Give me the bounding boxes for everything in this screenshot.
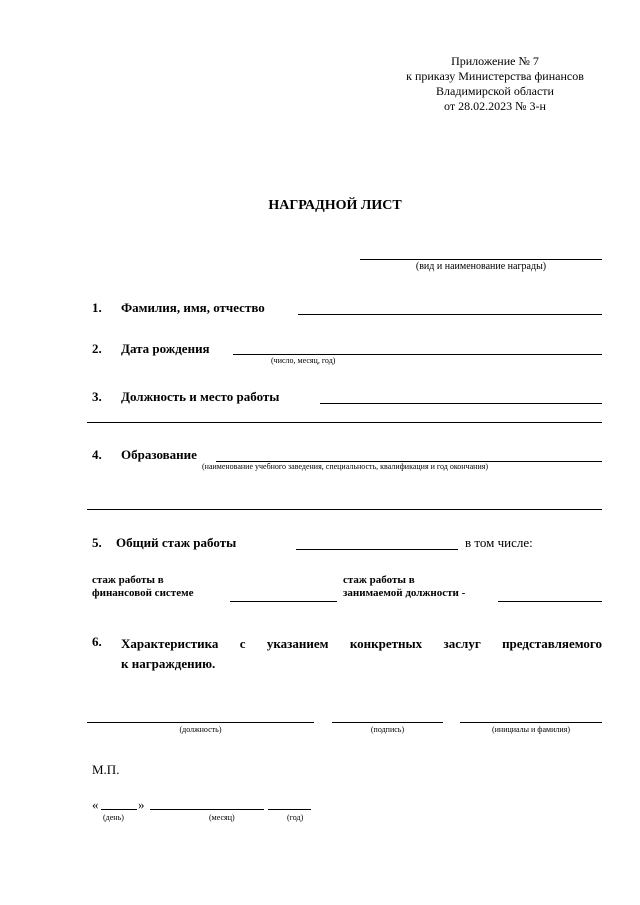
position-line-2[interactable] <box>87 422 602 423</box>
birth-date-line[interactable] <box>233 354 602 355</box>
stamp-placeholder: М.П. <box>92 762 120 777</box>
item5-label: Общий стаж работы <box>116 535 237 550</box>
signature-caption: (подпись) <box>370 725 405 734</box>
including-text: в том числе: <box>465 535 533 550</box>
item6-label-line1: Характеристика с указанием конкретных заслуг представляемого <box>121 636 602 651</box>
item5-number: 5. <box>92 535 102 550</box>
item6-label-line2: к награждению. <box>121 656 216 671</box>
finance-experience-line[interactable] <box>230 601 337 602</box>
signatory-position-line[interactable] <box>87 722 314 723</box>
year-caption: (год) <box>287 813 304 822</box>
order-date: от 28.02.2023 № 3-н <box>444 99 546 113</box>
date-close-quote: » <box>138 797 145 812</box>
position-experience-label: стаж работы в занимаемой должности - <box>343 574 466 599</box>
initials-name-caption: (инициалы и фамилия) <box>491 725 571 734</box>
position-line[interactable] <box>320 403 602 404</box>
award-caption: (вид и наименование награды) <box>415 261 547 272</box>
signature-line[interactable] <box>332 722 443 723</box>
position-caption: (должность) <box>179 725 222 734</box>
item6-label <box>121 634 602 674</box>
total-experience-line[interactable] <box>296 549 458 550</box>
appendix-header <box>385 54 605 114</box>
item3-label: Должность и место работы <box>121 389 280 404</box>
education-line-2[interactable] <box>87 509 602 510</box>
order-reference: к приказу Министерства финансов <box>406 69 584 83</box>
position-experience-line[interactable] <box>498 601 602 602</box>
item4-label: Образование <box>121 447 197 462</box>
month-caption: (месяц) <box>209 813 235 822</box>
item2-label: Дата рождения <box>121 341 210 356</box>
item2-number: 2. <box>92 341 102 356</box>
item6-number: 6. <box>92 634 102 649</box>
date-year-line[interactable] <box>268 809 311 810</box>
date-day-line[interactable] <box>101 809 137 810</box>
day-caption: (день) <box>103 813 124 822</box>
page-title: НАГРАДНОЙ ЛИСТ <box>268 198 402 213</box>
initials-name-line[interactable] <box>460 722 602 723</box>
finance-experience-label: стаж работы в финансовой системе <box>92 574 194 599</box>
full-name-line[interactable] <box>298 314 602 315</box>
date-open-quote: « <box>92 797 99 812</box>
birth-date-caption: (число, месяц, год) <box>271 356 336 365</box>
item4-number: 4. <box>92 447 102 462</box>
award-name-line[interactable] <box>360 259 602 260</box>
item3-number: 3. <box>92 389 102 404</box>
date-month-line[interactable] <box>150 809 264 810</box>
item1-number: 1. <box>92 300 102 315</box>
region-name: Владимирской области <box>436 84 554 98</box>
education-caption: (наименование учебного заведения, специальность, квалификация и год окончания) <box>202 462 489 471</box>
appendix-number: Приложение № 7 <box>451 54 539 68</box>
item1-label: Фамилия, имя, отчество <box>121 300 265 315</box>
